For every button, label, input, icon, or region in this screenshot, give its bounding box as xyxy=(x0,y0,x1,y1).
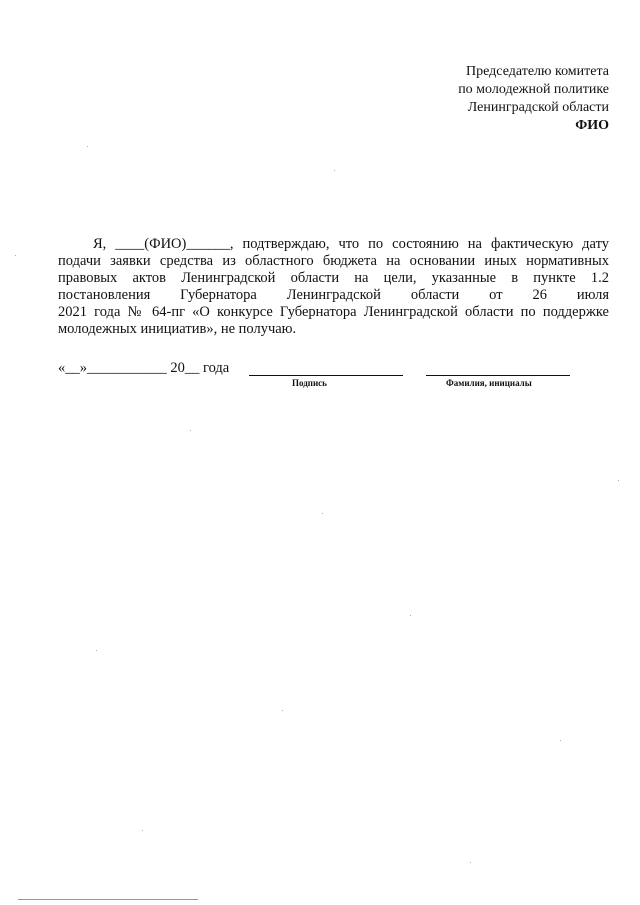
addressee-name: ФИО xyxy=(575,118,609,133)
signature-caption: Подпись xyxy=(292,378,327,388)
scan-speck xyxy=(190,430,191,431)
name-line xyxy=(426,375,570,376)
scan-speck xyxy=(334,170,335,171)
scan-speck xyxy=(618,480,619,481)
addressee-region: Ленинградской области xyxy=(467,100,609,115)
page-edge-rule xyxy=(18,899,198,900)
scan-speck xyxy=(410,615,411,616)
signature-line xyxy=(249,375,403,376)
scan-speck xyxy=(96,650,97,651)
scan-speck xyxy=(282,710,283,711)
statement-line: молодежных инициатив», не получаю. xyxy=(58,321,297,337)
statement-line: подачи заявки средства из областного бюджета на основании иных нормативных xyxy=(58,253,609,269)
scan-speck xyxy=(470,862,471,863)
addressee-block xyxy=(458,63,609,135)
scan-speck xyxy=(322,513,323,514)
scan-speck xyxy=(560,740,561,741)
scan-speck xyxy=(142,830,143,831)
addressee-position: Председателю комитета xyxy=(466,64,609,79)
addressee-committee: по молодежной политике xyxy=(458,82,609,97)
statement-line: 2021 года № 64-пг «О конкурсе Губернатора Ленинградской области по поддержке xyxy=(58,304,609,320)
statement-line: правовых актов Ленинградской области на цели, указанные в пункте 1.2 xyxy=(58,270,609,286)
scan-speck xyxy=(15,255,16,256)
statement-line: Я, ____(ФИО)______, подтверждаю, что по состоянию на фактическую дату xyxy=(93,236,609,252)
scan-speck xyxy=(87,146,88,147)
date-field: «__»___________ 20__ года xyxy=(58,360,230,376)
name-caption: Фамилия, инициалы xyxy=(446,378,532,388)
statement-line: постановления Губернатора Ленинградской области от 26 июля xyxy=(58,287,609,303)
statement-paragraph xyxy=(58,236,609,338)
